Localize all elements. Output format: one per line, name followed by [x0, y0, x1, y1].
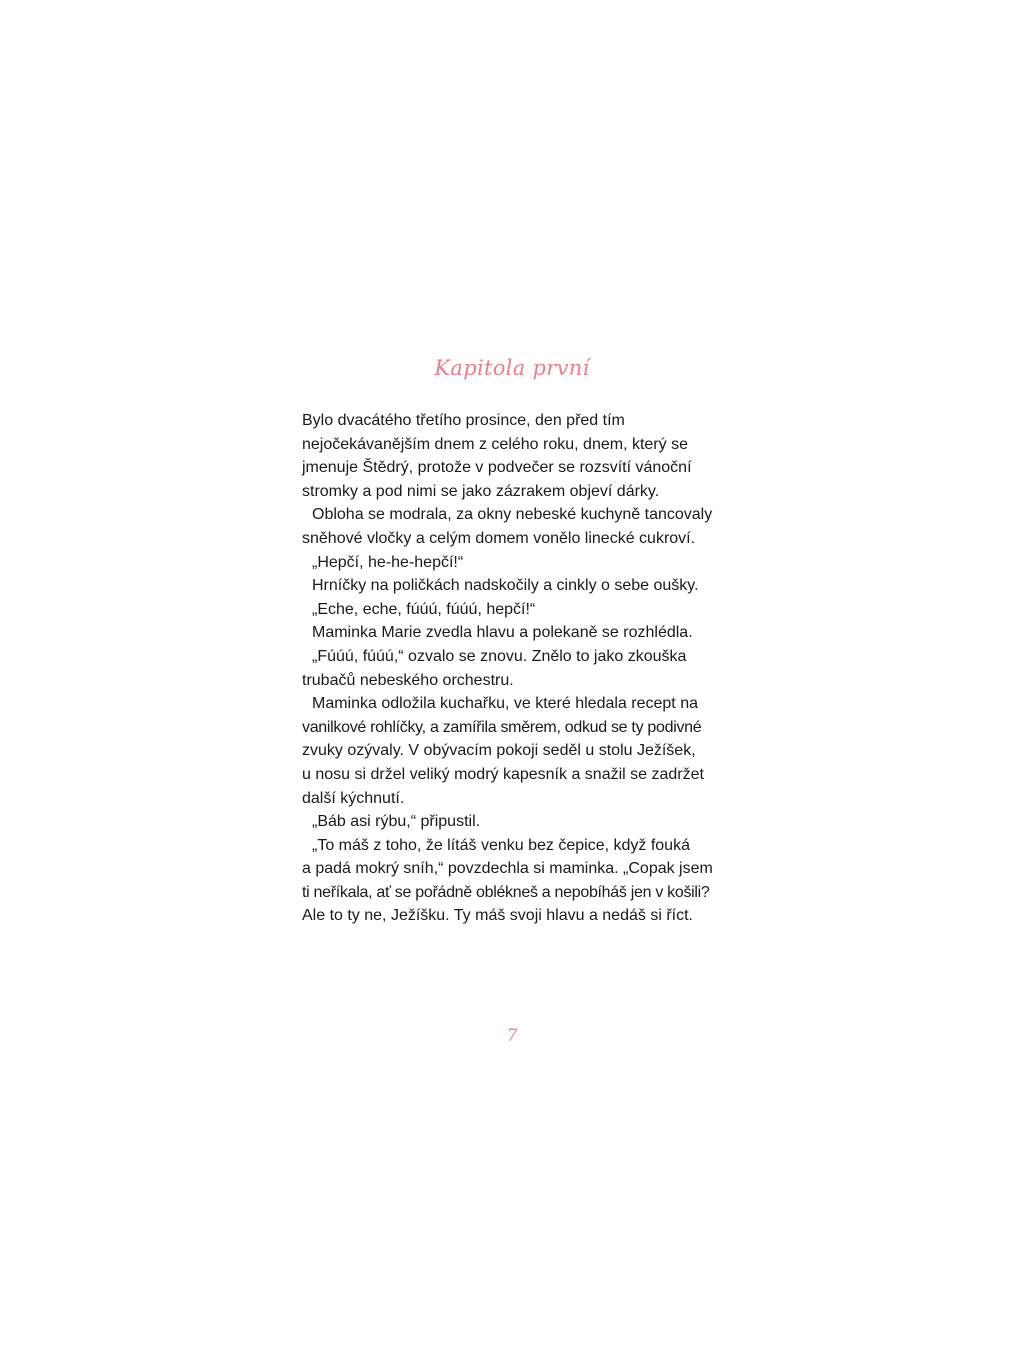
text-line: „Hepčí, he-he-hepčí!“	[312, 553, 464, 571]
text-line: u nosu si držel veliký modrý kapesník a snažil se zadržet	[302, 765, 704, 783]
text-line: ti neříkala, ať se pořádně oblékneš a nepobíháš jen v košili?	[302, 883, 710, 901]
text-line: Hrníčky na poličkách nadskočily a cinkly o sebe oušky.	[312, 577, 699, 595]
text-line: trubačů nebeského orchestru.	[302, 671, 514, 689]
text-line: Maminka Marie zvedla hlavu a polekaně se rozhlédla.	[312, 624, 693, 642]
text-line: „Báb asi rýbu,“ připustil.	[312, 813, 481, 831]
text-line: sněhové vločky a celým domem vonělo linecké cukroví.	[302, 529, 696, 547]
text-line: Ale to ty ne, Ježíšku. Ty máš svoji hlavu a nedáš si říct.	[302, 907, 693, 925]
text-line: jmenuje Štědrý, protože v podvečer se rozsvítí vánoční	[302, 459, 692, 477]
text-line: „To máš z toho, že lítáš venku bez čepice, když fouká	[312, 836, 690, 854]
text-line: Obloha se modrala, za okny nebeské kuchyně tancovaly	[312, 506, 713, 524]
page-number: 7	[506, 1026, 518, 1046]
text-line: stromky a pod nimi se jako zázrakem objeví dárky.	[302, 482, 660, 500]
text-line: další kýchnutí.	[302, 789, 405, 807]
text-line: Bylo dvacátého třetího prosince, den před tím	[302, 412, 625, 429]
text-line: vanilkové rohlíčky, a zamířila směrem, odkud se ty podivné	[302, 718, 702, 736]
text-line: „Fúúú, fúúú,“ ozvalo se znovu. Znělo to jako zkouška	[312, 647, 687, 665]
chapter-title: Kapitola první	[434, 356, 590, 380]
chapter-body-text	[302, 409, 714, 928]
text-line: „Eche, eche, fúúú, fúúú, hepčí!“	[312, 600, 536, 618]
text-line: nejočekávanějším dnem z celého roku, dnem, který se	[302, 435, 688, 453]
text-line: Maminka odložila kuchařku, ve které hledala recept na	[312, 695, 698, 713]
text-line: a padá mokrý sníh,“ povzdechla si maminka. „Copak jsem	[302, 860, 713, 878]
text-line: zvuky ozývaly. V obývacím pokoji seděl u stolu Ježíšek,	[302, 742, 696, 760]
